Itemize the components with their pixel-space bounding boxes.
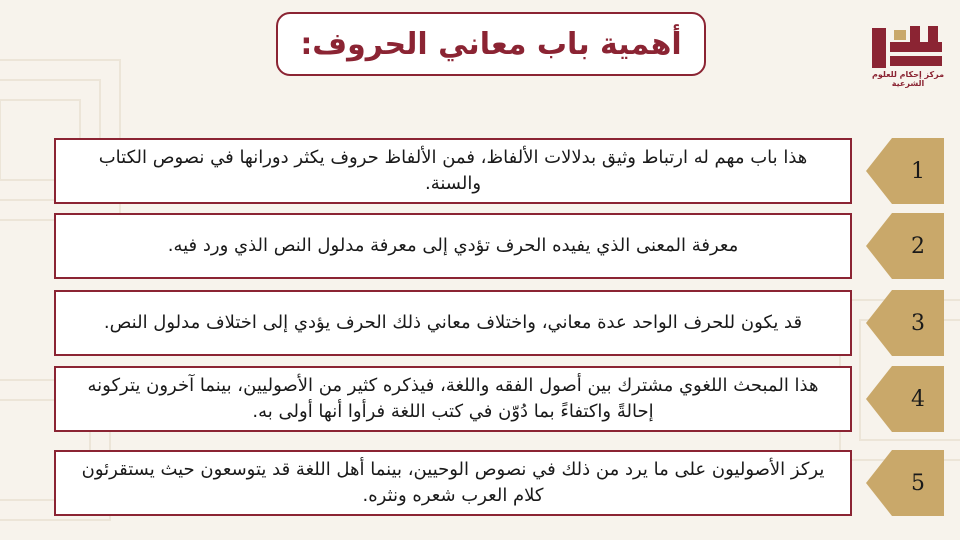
item-box — [54, 290, 852, 356]
number-badge — [866, 290, 944, 356]
item-number: 1 — [911, 158, 925, 184]
item-text: يركز الأصوليون على ما يرد من ذلك في نصوص الوحيين، بينما أهل اللغة قد يتوسعون حيث يستقرئون كلام العرب شعره ونثره. — [81, 459, 825, 506]
item-text: معرفة المعنى الذي يفيده الحرف تؤدي إلى معرفة مدلول النص الذي ورد فيه. — [167, 235, 739, 256]
number-badge — [866, 138, 944, 204]
item-number: 5 — [911, 470, 925, 496]
item-text: هذا المبحث اللغوي مشترك بين أصول الفقه واللغة، فيذكره كثير من الأصوليين، بينما آخرون يتركونه إحالةً واكتفاءً بما دُوّن في كتب اللغة فرأوا أنها أولى به. — [87, 375, 819, 422]
item-number: 2 — [911, 233, 925, 259]
item-number: 3 — [911, 310, 925, 336]
number-badge — [866, 366, 944, 432]
item-box — [54, 366, 852, 432]
logo-mark-icon — [870, 22, 944, 70]
number-badge — [866, 450, 944, 516]
logo — [862, 18, 954, 98]
title-box — [276, 12, 706, 76]
item-box — [54, 450, 852, 516]
item-box — [54, 138, 852, 204]
page-title: أهمية باب معاني الحروف: — [300, 26, 682, 62]
logo-subtitle: مركز إحكام للعلوم الشرعية — [871, 70, 945, 88]
item-text: هذا باب مهم له ارتباط وثيق بدلالات الألفاظ، فمن الألفاظ حروف يكثر دورانها في نصوص الكتاب والسنة. — [98, 147, 808, 194]
list-item — [0, 213, 960, 279]
list-item — [0, 450, 960, 516]
list-item — [0, 290, 960, 356]
list-item — [0, 366, 960, 432]
item-number: 4 — [911, 386, 925, 412]
item-box — [54, 213, 852, 279]
number-badge — [866, 213, 944, 279]
list-item — [0, 138, 960, 204]
item-text: قد يكون للحرف الواحد عدة معاني، واختلاف معاني ذلك الحرف يؤدي إلى اختلاف مدلول النص. — [103, 312, 803, 333]
